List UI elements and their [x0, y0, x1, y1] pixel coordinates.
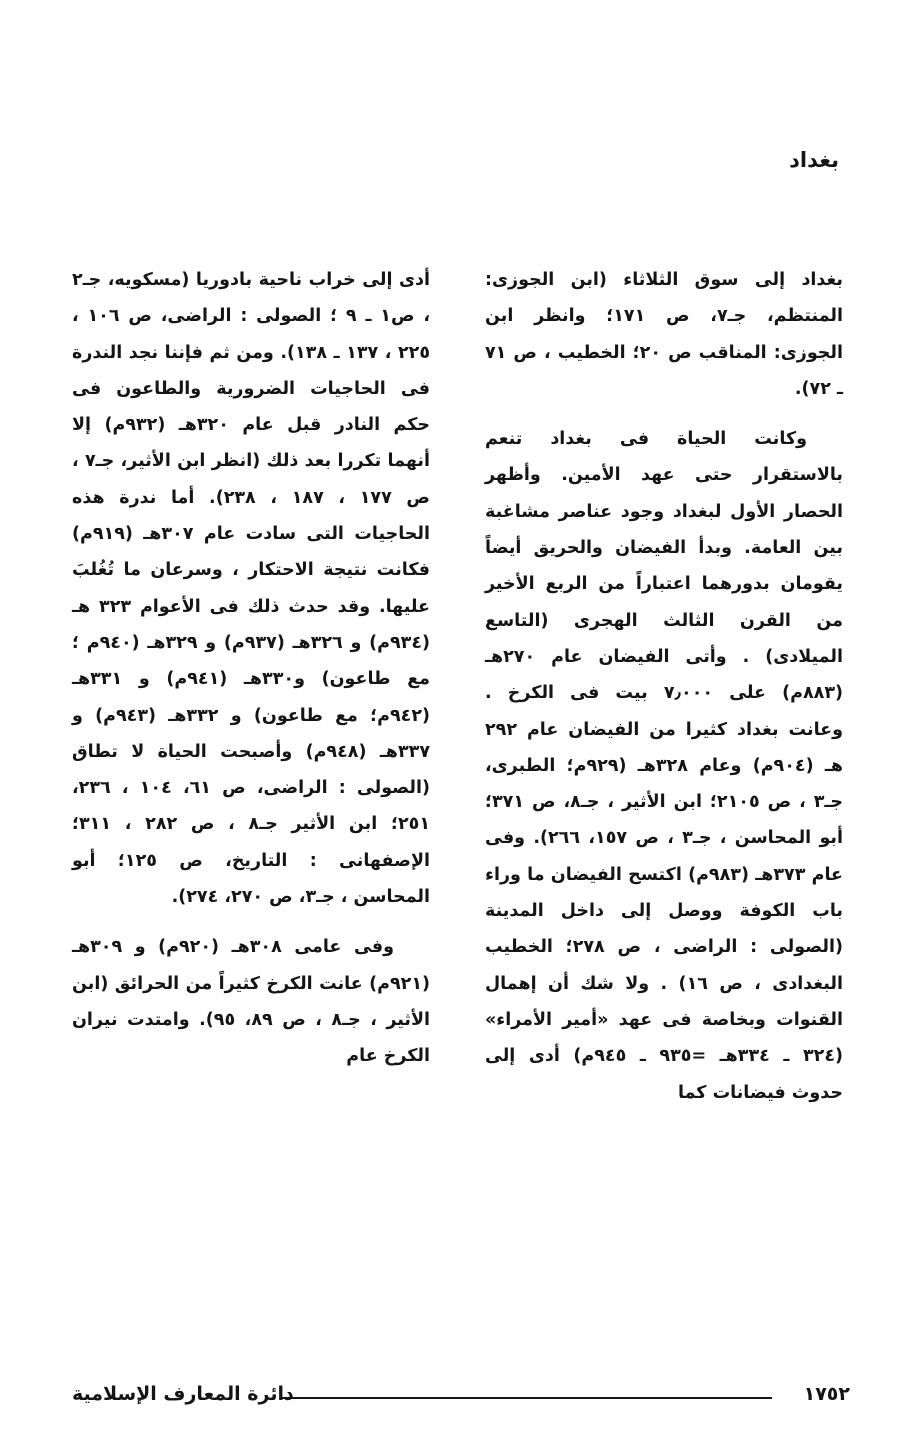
paragraph: بغداد إلى سوق الثلاثاء (ابن الجوزى: المنتظم، جـ٧، ص ١٧١؛ وانظر ابن الجوزى: المناقب ص ٢٠؛ الخطيب ، ص ٧١ ـ ٧٢). — [485, 270, 843, 399]
paragraph: وكانت الحياة فى بغداد تنعم بالاستقرار حتى عهد الأمين. وأظهر الحصار الأول لبغداد وجود عناصر مشاغبة بين العامة. وبدأ الفيضان والحريق أيضاً يقومان بدورهما اعتباراً من الربع الأخير من القرن الثالث الهجرى (التاسع الميلادى) . وأتى الفيضان عام ٢٧٠هـ (٨٨٣م) على ٧٫٠٠٠ بيت فى الكرخ . وعانت بغداد كثيرا من الفيضان عام ٢٩٢ هـ (٩٠٤م) وعام ٣٢٨هـ (٩٢٩م؛ الطبرى، جـ٣ ، ص ٢١٠٥؛ ابن الأثير ، جـ٨، ص ٣٧١؛ أبو المحاسن ، جـ٣ ، ص ١٥٧، ٢٦٦). وفى عام ٣٧٣هـ (٩٨٣م) اكتسح الفيضان ما وراء باب الكوفة ووصل إلى داخل المدينة (الصولى : الراضى ، ص ٢٧٨؛ الخطيب البغدادى ، ص ١٦) . ولا شك أن إهمال القنوات وبخاصة فى عهد «أمير الأمراء» (٣٢٤ ـ ٣٣٤هـ =٩٣٥ ـ ٩٤٥م) أدى إلى حدوث فيضانات كما — [485, 429, 844, 1103]
running-header-title: بغداد — [789, 148, 839, 172]
page-footer — [72, 1383, 850, 1413]
text-column-right — [485, 262, 843, 1111]
paragraph: وفى عامى ٣٠٨هـ (٩٢٠م) و ٣٠٩هـ (٩٢١م) عانت الكرخ كثيراً من الحرائق (ابن الأثير ، جـ٨ ، ص ٨٩، ٩٥). وامتدت نيران الكرخ عام — [72, 937, 431, 1067]
text-column-left — [72, 262, 430, 1075]
paragraph: أدى إلى خراب ناحية بادوريا (مسكويه، جـ٢ ، ص١ ـ ٩ ؛ الصولى : الراضى، ص ١٠٦ ، ٢٢٥ ، ١٣٧ ـ ١٣٨). ومن ثم فإننا نجد الندرة فى الحاجيات الضرورية والطاعون فى حكم النادر قبل عام ٣٢٠هـ (٩٣٢م) إلا أنهما تكررا بعد ذلك (انظر ابن الأثير، جـ٧ ، ص ١٧٧ ، ١٨٧ ، ٢٣٨). أما ندرة هذه الحاجيات التى سادت عام ٣٠٧هـ (٩١٩م) فكانت نتيجة الاحتكار ، وسرعان ما تُغُلبَ عليها. وقد حدث ذلك فى الأعوام ٣٢٣ هـ (٩٣٤م) و ٣٢٦هـ (٩٣٧م) و ٣٢٩هـ (٩٤٠م ؛ مع طاعون) و٣٣٠هـ (٩٤١م) و ٣٣١هـ (٩٤٢م؛ مع طاعون) و ٣٣٢هـ (٩٤٣م) و ٣٣٧هـ (٩٤٨م) وأصبحت الحياة لا تطاق (الصولى : الراضى، ص ٦١، ١٠٤ ، ٢٣٦، ٢٥١؛ ابن الأثير جـ٨ ، ص ٢٨٢ ، ٣١١؛ الإصفهانى : التاريخ، ص ١٢٥؛ أبو المحاسن ، جـ٣، ص ٢٧٠، ٢٧٤). — [72, 270, 431, 908]
footer-divider-line — [282, 1397, 772, 1399]
page-number: ١٧٥٢ — [803, 1383, 850, 1405]
footer-publication-title: دائرة المعارف الإسلامية — [72, 1383, 294, 1405]
